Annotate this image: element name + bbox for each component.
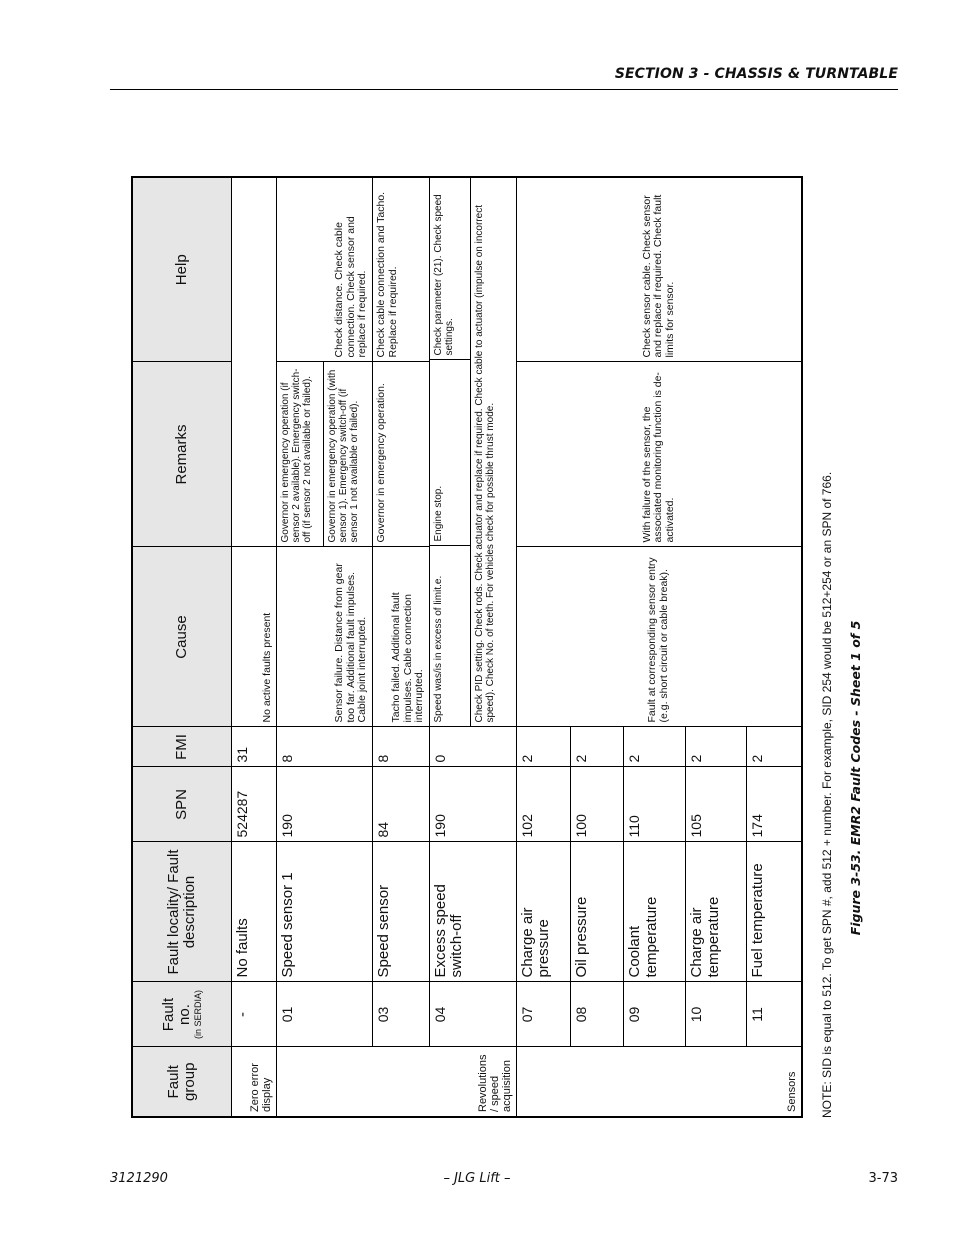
col-cause: Cause [132, 547, 232, 727]
footer-brand: – JLG Lift – [443, 1171, 511, 1186]
page-number: 3-73 [868, 1171, 898, 1186]
group-sensors: Sensors [516, 1047, 802, 1117]
table-row: 10 Charge air temperature 105 2 [686, 177, 746, 1117]
col-help: Help [132, 177, 232, 362]
header-rule [110, 89, 898, 90]
group-revolutions: Revolutions / speed acquisition [277, 1047, 516, 1117]
col-spn: SPN [132, 767, 232, 842]
section-header: SECTION 3 - CHASSIS & TURNTABLE [614, 66, 898, 82]
table-note: NOTE: SID is equal to 512. To get SPN #, add 512 + number. For example, SID 254 would be 512+254 or an SPN of 766. [820, 471, 834, 1118]
table-row: Sensors 07 Charge air pressure 102 2 Fault at corresponding sensor entry (e.g. short circuit or cable break). With failure of the sensor, the associated monitoring function is de-activated. Check sensor cable. Check sensor and replace if required. Check fault limits for sensor. [516, 177, 570, 1117]
col-fault-no: Fault no. (in SERDIA) [132, 982, 232, 1047]
col-fmi: FMI [132, 727, 232, 767]
col-fault-locality: Fault locality/ Fault description [132, 842, 232, 982]
doc-number: 3121290 [110, 1171, 168, 1186]
figure-caption: Figure 3-53. EMR2 Fault Codes - Sheet 1 of 5 [848, 620, 863, 936]
table-row: 08 Oil pressure 100 2 [570, 177, 624, 1117]
table-row: 03 Speed sensor 84 8 Tacho failed. Additional fault impulses. Cable connection interrupted. Governor in emergency operation. Check cable connection and Tacho. Replace if required. [372, 177, 429, 1117]
group-zero-error: Zero error display [232, 1047, 277, 1117]
table-row: 09 Coolant temperature 110 2 [624, 177, 686, 1117]
table-row: 11 Fuel temperature 174 2 [746, 177, 802, 1117]
table-row: Zero error display - No faults 524287 31 No active faults present [232, 177, 277, 1117]
col-fault-group: Fault group [132, 1047, 232, 1117]
table-row: 04 Excess speed switch-off 190 0 Speed was/is in excess of limit.e. Engine stop. Check parameter (21). Check speed settings. Check PID setting. Check rods. Check actuator and replace if required. Check cable to actuator (impulse on incorrect speed). Check No. of teeth. For vehicles check for possible thrust mode. [429, 177, 516, 1117]
fault-code-table [131, 178, 803, 1118]
col-remarks: Remarks [132, 362, 232, 547]
table-row: Revolutions / speed acquisition 01 Speed sensor 1 190 8 Sensor failure. Distance from gear too far. Additional fault impulses. Cable joint interrupted. Governor in emergency operation (if sensor 2 available). Emergency switch-off (if sensor 2 not available or failed). Governor in emergency operation (with sensor 1). Emergency switch-off (if sensor 1 not available or failed). Check distance. Check cable connection. Check sensor and replace if required. [277, 177, 373, 1117]
